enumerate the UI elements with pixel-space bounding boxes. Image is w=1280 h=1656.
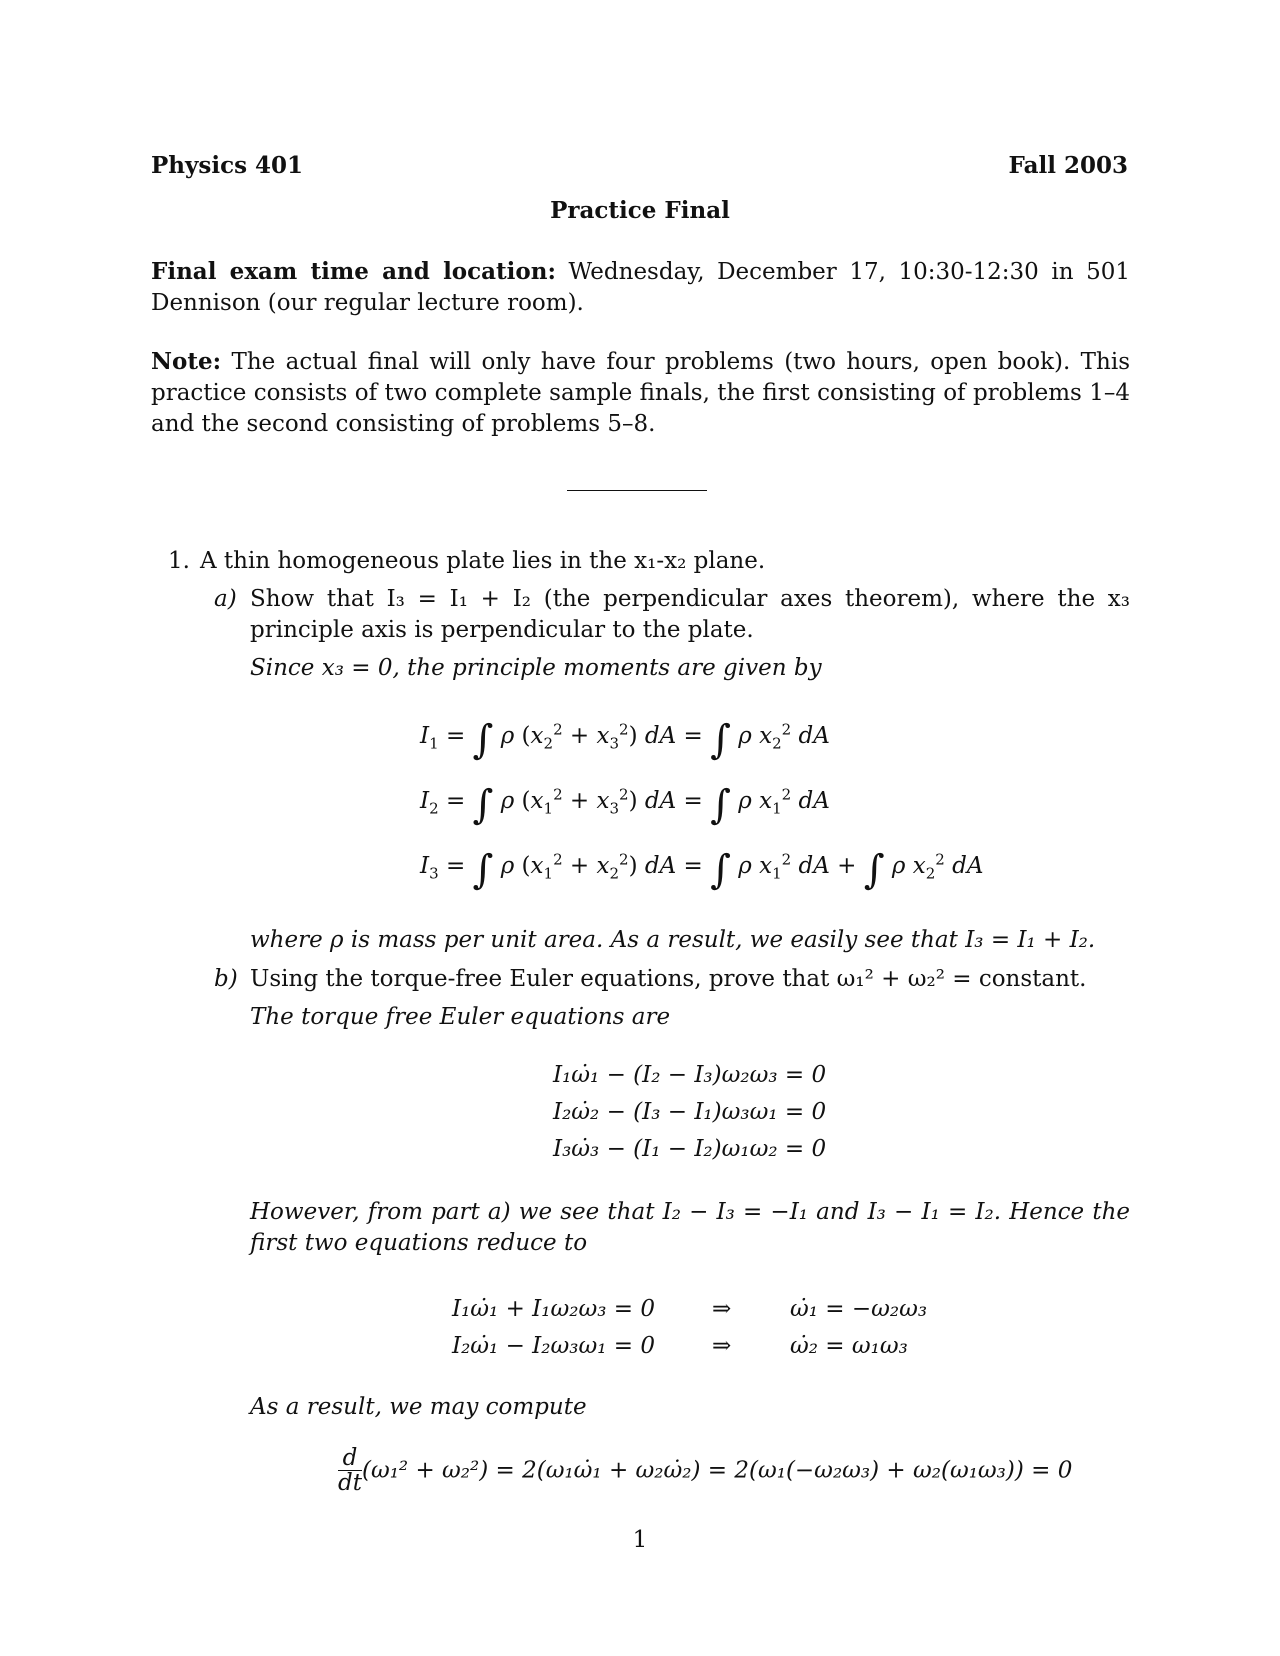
implies-arrow-1: ⇒ <box>712 1296 732 1322</box>
reduced-equation-right-2: ω̇₂ = ω₁ω₃ <box>790 1333 908 1359</box>
note-paragraph <box>151 346 1130 440</box>
note-label: Note: <box>151 348 222 375</box>
exam-info-text: Wednesday, December 17, 10:30-12:30 in 501 Dennison (our regular lecture room). <box>151 259 1130 316</box>
euler-equation-2: I₂ω̇₂ − (I₃ − I₁)ω₃ω₁ = 0 <box>553 1099 827 1125</box>
exam-info-paragraph <box>151 256 1130 319</box>
derivative-numerator: d <box>338 1446 362 1471</box>
implies-arrow-2: ⇒ <box>712 1333 732 1359</box>
part-a-intro: Since x₃ = 0, the principle moments are given by <box>250 655 822 681</box>
problem-number: 1. <box>168 548 190 574</box>
euler-equation-1: I₁ω̇₁ − (I₂ − I₃)ω₂ω₃ = 0 <box>553 1062 827 1088</box>
exam-info-label: Final exam time and location: <box>151 258 556 285</box>
moment-equation-3: $I_3$ = ∫ ρ $(x_1^2 + x_2^2)$ dA = ∫ ρ $x_1^2$ dA + ∫ ρ $x_2^2$ dA <box>420 847 984 893</box>
reduced-equation-right-1: ω̇₁ = −ω₂ω₃ <box>790 1296 928 1322</box>
part-a-label: a) <box>214 586 237 612</box>
however-paragraph: However, from part a) we see that I₂ − I₃ = −I₁ and I₃ − I₁ = I₂. Hence the first two equations reduce to <box>250 1199 1130 1256</box>
page-title: Practice Final <box>550 197 730 224</box>
section-divider <box>567 490 707 491</box>
moment-equation-1: $I_1$ = ∫ ρ $(x_2^2 + x_3^2)$ dA = ∫ ρ $x_2^2$ dA <box>420 717 830 763</box>
reduced-equation-left-2: I₂ω̇₁ − I₂ω₃ω₁ = 0 <box>452 1333 655 1359</box>
final-equation <box>338 1446 1072 1495</box>
course-name: Physics 401 <box>151 152 304 179</box>
final-equation-body: (ω₁² + ω₂²) = 2(ω₁ω̇₁ + ω₂ω̇₂) = 2(ω₁(−ω₂ω₃) + ω₂(ω₁ω₃)) = 0 <box>361 1457 1073 1484</box>
part-b-label: b) <box>214 966 238 992</box>
part-a-conclusion: where ρ is mass per unit area. As a result, we easily see that I₃ = I₁ + I₂. <box>250 927 1096 953</box>
derivative-denominator: dt <box>338 1470 362 1496</box>
part-b-question: Using the torque-free Euler equations, prove that ω₁² + ω₂² = constant. <box>250 966 1087 992</box>
note-text: The actual final will only have four problems (two hours, open book). This practice consists of two complete sample finals, the first consisting of problems 1–4 and the second consisting of problems 5–8. <box>151 349 1130 437</box>
part-a-question: Show that I₃ = I₁ + I₂ (the perpendicular axes theorem), where the x₃ principle axis is perpendicular to the plate. <box>250 586 1130 643</box>
moment-equation-2: $I_2$ = ∫ ρ $(x_1^2 + x_3^2)$ dA = ∫ ρ $x_1^2$ dA <box>420 782 830 828</box>
compute-intro: As a result, we may compute <box>250 1394 587 1420</box>
part-b-intro: The torque free Euler equations are <box>250 1004 671 1030</box>
problem-statement: A thin homogeneous plate lies in the x₁-x₂ plane. <box>200 548 766 574</box>
reduced-equation-left-1: I₁ω̇₁ + I₁ω₂ω₃ = 0 <box>452 1296 655 1322</box>
derivative-fraction <box>338 1446 362 1495</box>
term: Fall 2003 <box>1008 152 1128 179</box>
euler-equation-3: I₃ω̇₃ − (I₁ − I₂)ω₁ω₂ = 0 <box>553 1136 827 1162</box>
page-number: 1 <box>632 1527 648 1553</box>
